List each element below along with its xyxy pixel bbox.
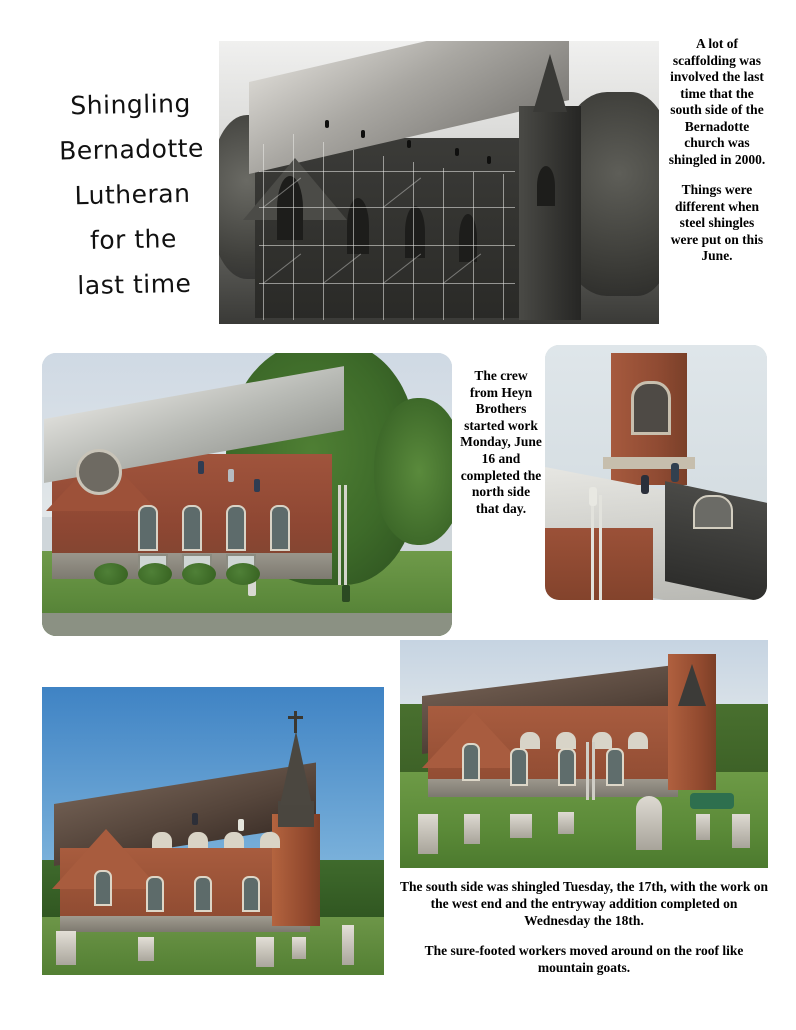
title-line-1: Shingling bbox=[70, 88, 192, 121]
caption-south-side-p2: The sure-footed workers moved around on the roof like mountain goats. bbox=[424, 943, 744, 975]
title-line-2: Bernadotte bbox=[58, 133, 205, 166]
caption-crew bbox=[460, 368, 542, 517]
photo-steeple-new-roof bbox=[42, 687, 384, 975]
title-line-4: for the bbox=[89, 224, 178, 255]
title-line-5: last time bbox=[77, 268, 192, 301]
caption-south-side-p1: The south side was shingled Tuesday, the 17th, with the work on the west end and the entryway addition completed on Wednesday the 18th. bbox=[400, 879, 768, 928]
caption-scaffolding-p1: A lot of scaffolding was involved the last time that the south side of the Bernadotte church was shingled in 2000. bbox=[668, 36, 766, 167]
caption-crew-p1: The crew from Heyn Brothers started work Monday, June 16 and completed the north side that day. bbox=[460, 368, 542, 516]
photo-crew-on-roof bbox=[545, 345, 767, 600]
caption-scaffolding bbox=[668, 36, 766, 265]
photo-north-side bbox=[42, 353, 452, 636]
photo-south-side-cemetery bbox=[400, 640, 768, 868]
title-line-3: Lutheran bbox=[74, 178, 191, 211]
photo-scaffolding-bw bbox=[219, 41, 659, 324]
page-title bbox=[38, 80, 228, 309]
caption-south-side bbox=[400, 878, 768, 976]
caption-scaffolding-p2: Things were different when steel shingles were put on this June. bbox=[670, 182, 764, 263]
